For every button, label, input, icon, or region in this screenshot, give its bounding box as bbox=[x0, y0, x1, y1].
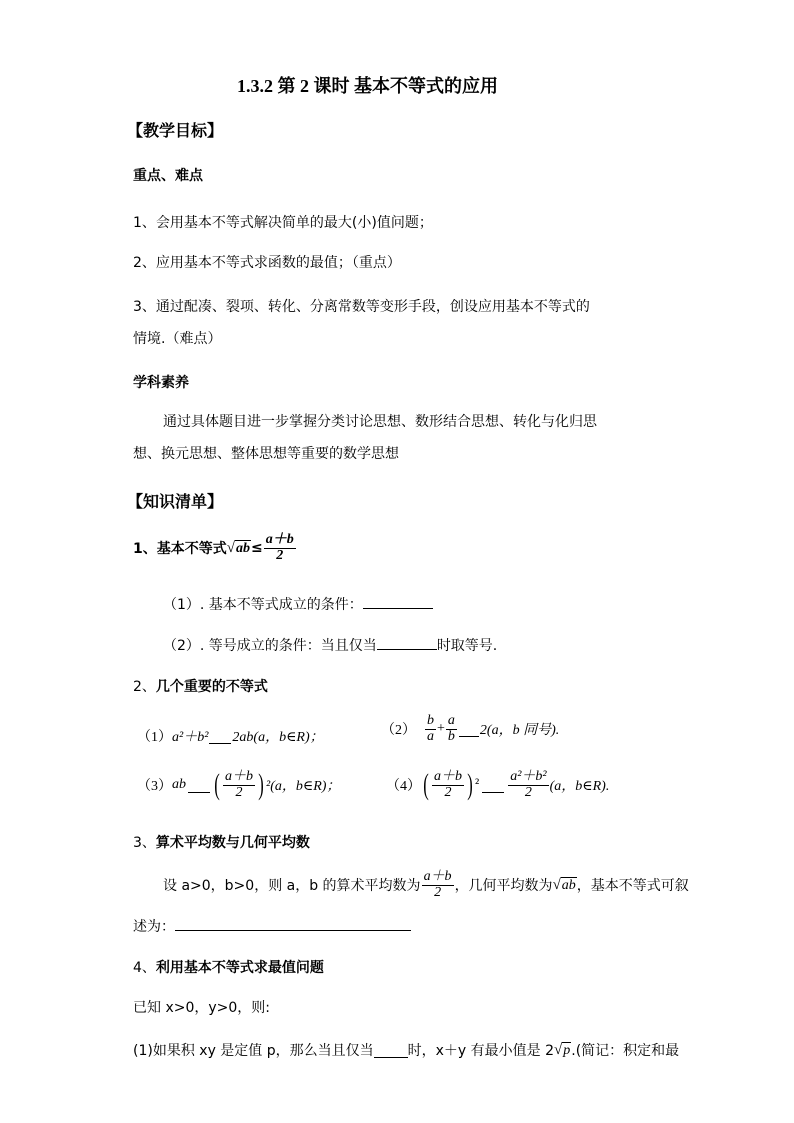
fraction-denominator: 2 bbox=[235, 784, 243, 800]
case-1-blank[interactable] bbox=[374, 1043, 408, 1058]
condition-question-2-text: （2）. 等号成立的条件：当且仅当 bbox=[163, 638, 377, 654]
case-1-text-c: .(简记：积定和最 bbox=[571, 1043, 680, 1059]
inequality-1-blank[interactable] bbox=[209, 729, 231, 744]
condition-question-2-suffix: 时取等号. bbox=[436, 638, 498, 654]
inequality-1 bbox=[137, 726, 324, 746]
inequality-4-rhs: (a，b∈R). bbox=[549, 779, 610, 795]
inequality-4-label: （4） bbox=[386, 779, 421, 795]
fraction-denominator: 2 bbox=[524, 784, 532, 800]
inequality-1-label: （1） bbox=[137, 730, 172, 745]
literacy-line1: 通过具体题目进一步掌握分类讨论思想、数形结合思想、转化与化归思 bbox=[163, 414, 597, 430]
basic-inequality-label: 1、基本不等式 bbox=[133, 541, 227, 558]
inequality-1-rhs: 2ab(a，b∈R)； bbox=[232, 730, 324, 745]
heading-text: 几个重要的不等式 bbox=[155, 679, 268, 695]
inequality-2-label: （2） bbox=[381, 723, 416, 739]
fraction-a-plus-b-over-2 bbox=[264, 533, 296, 563]
fraction-denominator: a bbox=[427, 728, 434, 744]
leq-symbol: ≤ bbox=[250, 540, 263, 557]
sqrt-symbol: √ bbox=[554, 1041, 563, 1058]
extremum-case-1 bbox=[133, 1040, 679, 1060]
means-text-a: 设 a>0，b>0，则 a，b 的算术平均数为 bbox=[163, 878, 421, 895]
inequality-3-lhs: ab bbox=[172, 777, 186, 793]
heading-text: 利用基本不等式求最值问题 bbox=[155, 960, 324, 976]
sqrt-symbol: √ bbox=[552, 876, 561, 893]
heading-text: 算术平均数与几何平均数 bbox=[155, 835, 310, 851]
inequality-3 bbox=[137, 770, 340, 800]
right-paren: ) bbox=[467, 768, 473, 802]
inequality-4 bbox=[386, 770, 609, 800]
goal-3-line2: 情境.（难点） bbox=[133, 331, 222, 347]
inequality-3-rhs: ²(a，b∈R)； bbox=[266, 779, 341, 795]
fraction-a-over-b bbox=[446, 714, 457, 744]
means-line-2-text: 述为： bbox=[133, 919, 175, 935]
inequality-3-label: （3） bbox=[137, 779, 172, 795]
fraction-denominator: 2 bbox=[276, 547, 284, 563]
fraction-b-over-a bbox=[425, 714, 436, 744]
paren-group bbox=[421, 770, 475, 800]
squared-symbol: ² bbox=[475, 777, 480, 793]
heading-number: 2、 bbox=[133, 679, 156, 695]
inequality-1-expression: a²＋b² bbox=[172, 730, 209, 745]
inequality-3-blank[interactable] bbox=[188, 778, 210, 793]
knowledge-heading: 【知识清单】 bbox=[127, 492, 224, 511]
literacy-line2: 想、换元思想、整体思想等重要的数学思想 bbox=[133, 446, 399, 462]
paren-group bbox=[212, 770, 266, 800]
means-answer-blank[interactable] bbox=[175, 916, 411, 931]
fraction-numerator: b bbox=[427, 713, 434, 728]
basic-inequality-heading bbox=[133, 533, 297, 563]
heading-number: 4、 bbox=[133, 960, 156, 976]
answer-blank-2[interactable] bbox=[377, 635, 437, 650]
fraction-numerator: a bbox=[447, 713, 455, 728]
means-heading bbox=[133, 832, 310, 852]
goal-1: 1、会用基本不等式解决简单的最大(小)值问题； bbox=[133, 215, 433, 231]
right-paren: ) bbox=[258, 768, 264, 802]
fraction-numerator: a＋b bbox=[434, 769, 462, 784]
condition-question-2 bbox=[163, 635, 497, 655]
means-text-b: ，几何平均数为 bbox=[454, 878, 553, 895]
inequality-2-blank[interactable] bbox=[459, 722, 479, 737]
extremum-heading bbox=[133, 957, 324, 977]
literacy-heading: 学科素养 bbox=[133, 375, 189, 391]
fraction-a2-plus-b2-over-2 bbox=[508, 770, 548, 800]
sqrt-ab: ab bbox=[235, 540, 250, 556]
condition-question-1-text: （1）. 基本不等式成立的条件： bbox=[163, 597, 363, 613]
left-paren: ( bbox=[423, 768, 429, 802]
page-title: 1.3.2 第 2 课时 基本不等式的应用 bbox=[237, 76, 498, 96]
sqrt-symbol: √ bbox=[226, 539, 235, 556]
fraction-denominator: 2 bbox=[434, 884, 442, 900]
means-line-2 bbox=[133, 916, 411, 936]
fraction-denominator: 2 bbox=[444, 784, 452, 800]
important-inequalities-heading bbox=[133, 676, 268, 696]
fraction-numerator: a＋b bbox=[265, 532, 294, 547]
left-paren: ( bbox=[214, 768, 220, 802]
answer-blank-1[interactable] bbox=[363, 594, 433, 609]
fraction-a-plus-b-over-2 bbox=[223, 770, 255, 800]
fraction-a-plus-b-over-2 bbox=[432, 770, 464, 800]
case-1-text-a: (1)如果积 xy 是定值 p，那么当且仅当 bbox=[133, 1043, 374, 1059]
case-1-text-b: 时，x＋y 有最小值是 2 bbox=[407, 1043, 555, 1059]
goals-heading: 【教学目标】 bbox=[127, 121, 224, 140]
goal-2: 2、应用基本不等式求函数的最值；（重点） bbox=[133, 255, 401, 271]
means-line-1 bbox=[163, 870, 689, 900]
heading-number: 3、 bbox=[133, 835, 156, 851]
goal-3-line1: 3、通过配凑、裂项、转化、分离常数等变形手段，创设应用基本不等式的 bbox=[133, 299, 590, 315]
fraction-denominator: b bbox=[447, 728, 455, 744]
sqrt-ab: ab bbox=[561, 877, 576, 893]
fraction-numerator: a＋b bbox=[423, 869, 452, 884]
inequality-2 bbox=[381, 714, 559, 744]
fraction-numerator: a²＋b² bbox=[510, 769, 547, 784]
sqrt-p: p bbox=[563, 1042, 571, 1058]
extremum-given: 已知 x>0，y>0，则: bbox=[133, 1000, 271, 1016]
fraction-a-plus-b-over-2 bbox=[422, 870, 454, 900]
condition-question-1 bbox=[163, 594, 433, 614]
means-text-c: ，基本不等式可叙 bbox=[576, 878, 689, 895]
inequality-4-blank[interactable] bbox=[482, 778, 504, 793]
inequality-2-rhs: 2(a，b 同号). bbox=[479, 723, 560, 739]
fraction-numerator: a＋b bbox=[225, 769, 253, 784]
plus-symbol: + bbox=[437, 721, 445, 737]
key-points-heading: 重点、难点 bbox=[133, 168, 203, 184]
